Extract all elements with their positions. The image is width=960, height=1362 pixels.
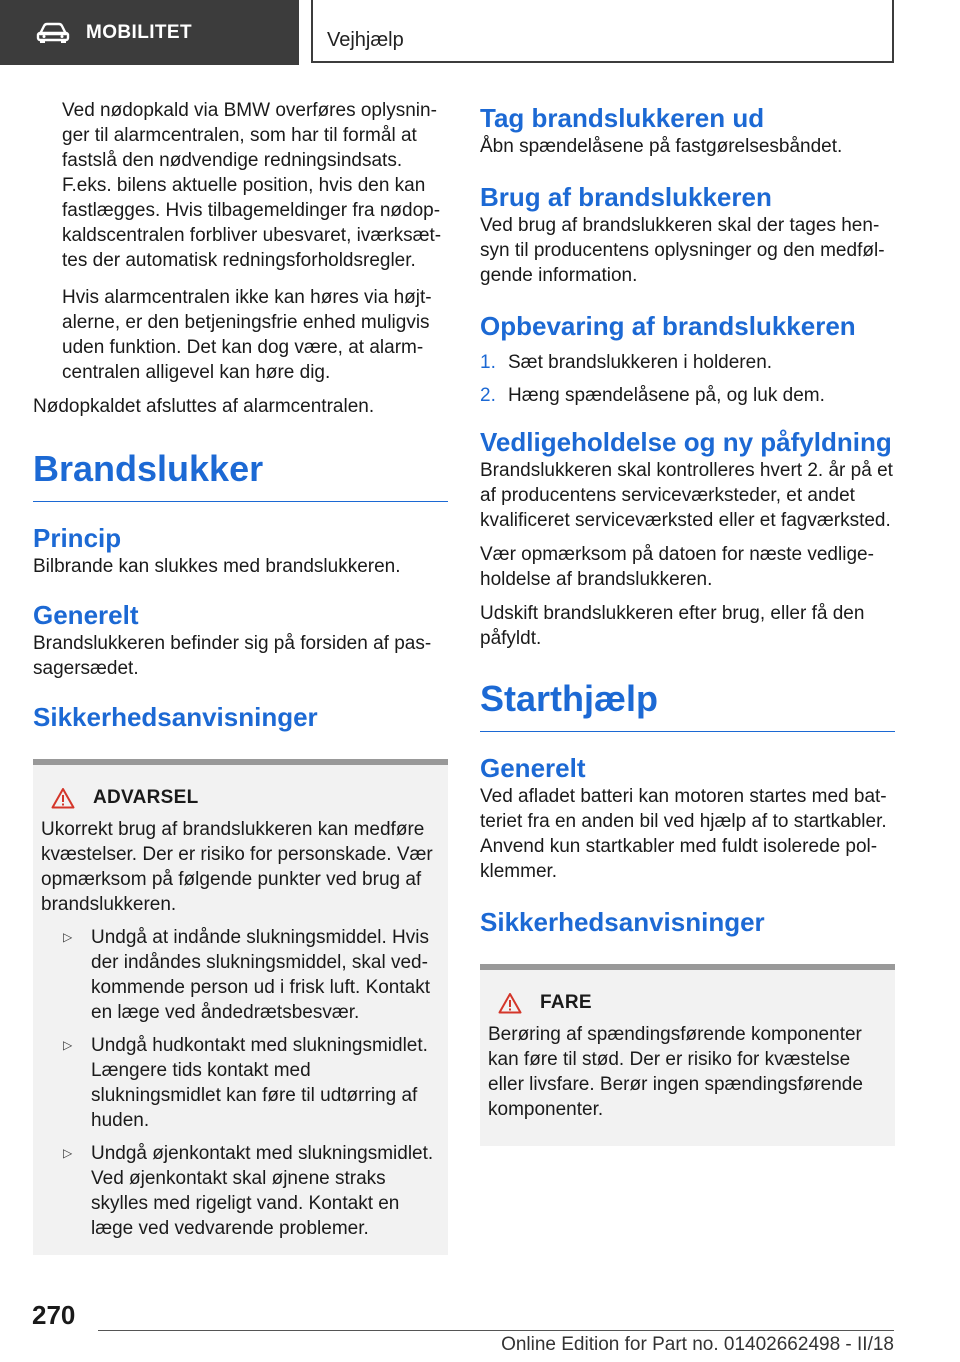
list-item [480, 383, 895, 408]
danger-title: FARE [540, 992, 592, 1013]
body-paragraph: Brandslukkeren befinder sig på forsiden af passagersædet. [33, 633, 432, 679]
section-heading: Princip [33, 523, 122, 553]
list-item [41, 1033, 440, 1133]
list-item [41, 925, 440, 1025]
warning-header [51, 787, 440, 809]
section-heading: Brug af brandslukkeren [480, 182, 772, 212]
warning-triangle-icon [498, 992, 522, 1014]
section-heading: Generelt [33, 600, 139, 630]
warning-triangle-icon [51, 787, 75, 809]
body-paragraph: Ved brug af brandslukkeren skal der tages hensyn til producentens oplysninger og den medfølgende information. [480, 215, 885, 286]
section-heading: Generelt [480, 753, 586, 783]
steps-list [480, 350, 895, 408]
body-paragraph: Ved afladet batteri kan motoren startes med batteriet fra en anden bil ved hjælp af to startkabler. Anvend kun startkabler med fuldt isolerede polklemmer. [480, 786, 887, 882]
list-item [41, 1141, 440, 1241]
bullet-triangle-icon: ▷ [63, 1146, 73, 1160]
section-heading: Sikkerhedsanvisninger [33, 702, 318, 732]
bullet-triangle-icon: ▷ [63, 1038, 73, 1052]
section-tab [0, 0, 299, 65]
chapter-tab [311, 0, 894, 63]
list-item-text: Undgå at indånde slukningsmiddel. Hvis der indåndes slukningsmiddel, skal vedkommende person ud i frisk luft. Kontakt en læge ved åndedrætsbesvær. [91, 927, 430, 1023]
step-number: 2. [480, 385, 496, 406]
warning-text: Ukorrekt brug af brandslukkeren kan medføre kvæstelser. Der er risiko for personskade. Vær opmærksom på følgende punkter ved brug af brandslukkeren. [41, 819, 433, 915]
right-column [480, 102, 895, 1146]
bullet-triangle-icon: ▷ [63, 930, 73, 944]
section-heading: Vedligeholdelse og ny påfyldning [480, 427, 892, 457]
list-item-text: Undgå hudkontakt med slukningsmidlet. Længere tids kontakt med slukningsmidlet kan føre til udtørring af huden. [91, 1035, 428, 1131]
warning-box [33, 759, 448, 1255]
danger-box [480, 964, 895, 1146]
chapter-title: Vejhjælp [327, 29, 404, 51]
danger-header [498, 992, 887, 1014]
chapter-heading: Brandslukker [33, 447, 448, 502]
warning-title: ADVARSEL [93, 787, 199, 808]
footer-divider [98, 1330, 894, 1331]
danger-text: Berøring af spændingsførende komponenter kan føre til stød. Der er risiko for kvæstelse eller livsfare. Berør ingen spændingsførende komponenter. [488, 1024, 863, 1120]
list-item-text: Undgå øjenkontakt med slukningsmidlet. Ved øjenkontakt skal øjnene straks skylles med rigeligt vand. Kontakt en læge ved vedvarende problemer. [91, 1143, 434, 1239]
footer-edition: Online Edition for Part no. 01402662498 - II/18 [501, 1334, 894, 1355]
intro-paragraph: Ved nødopkald via BMW overføres oplysninger til alarmcentralen, som har til formål at fastslå den nødvendige redningsindsats. F.eks. bilens aktuelle position, hvis den kan fastlægges. Hvis tilbagemeldinger fra nødopkaldscentralen forbliver ubesvaret, iværksættes der automatisk redningsforholdsregler. [62, 100, 442, 271]
intro-paragraph: Hvis alarmcentralen ikke kan høres via højtalerne, er den betjeningsfrie enhed muligvis uden funktion. Det kan dog være, at alarmcentralen alligevel kan høre dig. [62, 287, 432, 383]
body-paragraph: Bilbrande kan slukkes med brandslukkeren. [33, 556, 401, 577]
section-heading: Tag brandslukkeren ud [480, 103, 765, 133]
section-heading: Opbevaring af brandslukkeren [480, 311, 856, 341]
section-heading: Sikkerhedsanvisninger [480, 907, 765, 937]
car-icon [36, 22, 70, 44]
step-text: Hæng spændelåsene på, og luk dem. [508, 385, 825, 406]
step-text: Sæt brandslukkeren i holderen. [508, 352, 773, 373]
body-paragraph: Udskift brandslukkeren efter brug, eller få den påfyldt. [480, 603, 865, 649]
section-title: MOBILITET [86, 21, 192, 43]
chapter-heading: Starthjælp [480, 677, 895, 732]
step-number: 1. [480, 352, 496, 373]
list-item [480, 350, 895, 375]
body-paragraph: Åbn spændelåsene på fastgørelsesbåndet. [480, 136, 843, 157]
body-paragraph: Brandslukkeren skal kontrolleres hvert 2. år på et af producentens serviceværksteder, et andet kvalificeret serviceværksted eller et fagværksted. [480, 460, 893, 531]
left-column [33, 98, 448, 1255]
body-paragraph: Vær opmærksom på datoen for næste vedligeholdelse af brandslukkeren. [480, 544, 874, 590]
page-number: 270 [32, 1300, 76, 1330]
intro-paragraph: Nødopkaldet afsluttes af alarmcentralen. [33, 396, 375, 417]
